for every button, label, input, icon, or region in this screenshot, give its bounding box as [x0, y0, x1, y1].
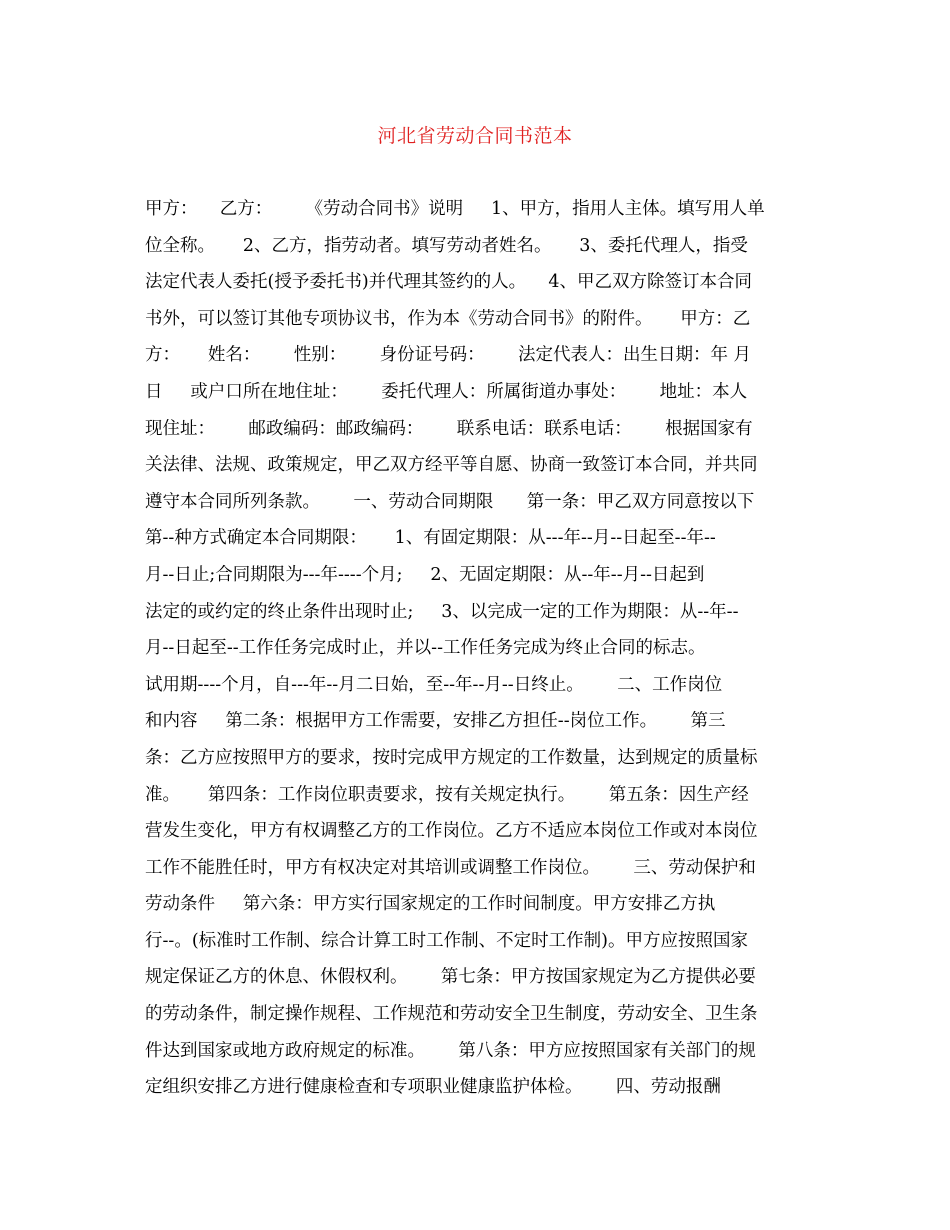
body-line: 位全称。 2、乙方，指劳动者。填写劳动者姓名。 3、委托代理人，指受 — [145, 235, 748, 256]
body-line: 月--日起至--工作任务完成时止，并以--工作任务完成为终止合同的标志。 — [145, 638, 706, 659]
body-line: 行--。(标准时工作制、综合计算工时工作制、不定时工作制)。甲方应按照国家 — [145, 930, 748, 951]
body-line: 方： 姓名： 性别： 身份证号码： 法定代表人：出生日期：年 月 — [145, 345, 752, 366]
body-line: 日 或户口所在地住址： 委托代理人：所属街道办事处： 地址：本人 — [145, 381, 748, 402]
body-line: 书外，可以签订其他专项协议书，作为本《劳动合同书》的附件。 甲方：乙 — [145, 308, 751, 329]
body-line: 关法律、法规、政策规定，甲乙双方经平等自愿、协商一致签订本合同，并共同 — [145, 455, 758, 476]
body-line: 工作不能胜任时，甲方有权决定对其培训或调整工作岗位。 三、劳动保护和 — [145, 857, 756, 878]
body-line: 法定的或约定的终止条件出现时止; 3、以完成一定的工作为期限：从--年-- — [145, 601, 739, 622]
body-line: 的劳动条件，制定操作规程、工作规范和劳动安全卫生制度，劳动安全、卫生条 — [145, 1004, 758, 1025]
body-line: 定组织安排乙方进行健康检查和专项职业健康监护体检。 四、劳动报酬 — [145, 1077, 721, 1098]
body-line: 和内容 第二条：根据甲方工作需要，安排乙方担任--岗位工作。 第三 — [145, 711, 726, 732]
body-line: 甲方： 乙方： 《劳动合同书》说明 1、甲方，指用人主体。填写用人单 — [145, 199, 765, 219]
body-line: 件达到国家或地方政府规定的标准。 第八条：甲方应按照国家有关部门的规 — [145, 1040, 756, 1061]
body-line: 准。 第四条：工作岗位职责要求，按有关规定执行。 第五条：因生产经 — [145, 784, 749, 805]
body-line: 试用期----个月，自---年--月二日始，至--年--月--日终止。 二、工作岗位 — [145, 674, 723, 695]
body-line: 条：乙方应按照甲方的要求，按时完成甲方规定的工作数量，达到规定的质量标 — [145, 747, 758, 768]
body-line: 遵守本合同所列条款。 一、劳动合同期限 第一条：甲乙双方同意按以下 — [145, 491, 755, 512]
document-title: 河北省劳动合同书范本 — [377, 125, 573, 147]
body-line: 营发生变化，甲方有权调整乙方的工作岗位。乙方不适应本岗位工作或对本岗位 — [145, 821, 758, 842]
body-line: 法定代表人委托(授予委托书)并代理其签约的人。 4、甲乙双方除签订本合同 — [145, 272, 753, 293]
body-line: 规定保证乙方的休息、休假权利。 第七条：甲方按国家规定为乙方提供必要 — [145, 967, 756, 988]
body-line: 劳动条件 第六条：甲方实行国家规定的工作时间制度。甲方安排乙方执 — [145, 894, 716, 915]
document-body — [145, 195, 815, 1110]
body-line: 第--种方式确定本合同期限： 1、有固定期限：从---年--月--日起至--年-- — [145, 528, 716, 549]
body-line: 现住址： 邮政编码：邮政编码： 联系电话：联系电话： 根据国家有 — [145, 418, 753, 439]
body-line: 月--日止;合同期限为---年----个月; 2、无固定期限：从--年--月--日起到 — [145, 564, 705, 585]
